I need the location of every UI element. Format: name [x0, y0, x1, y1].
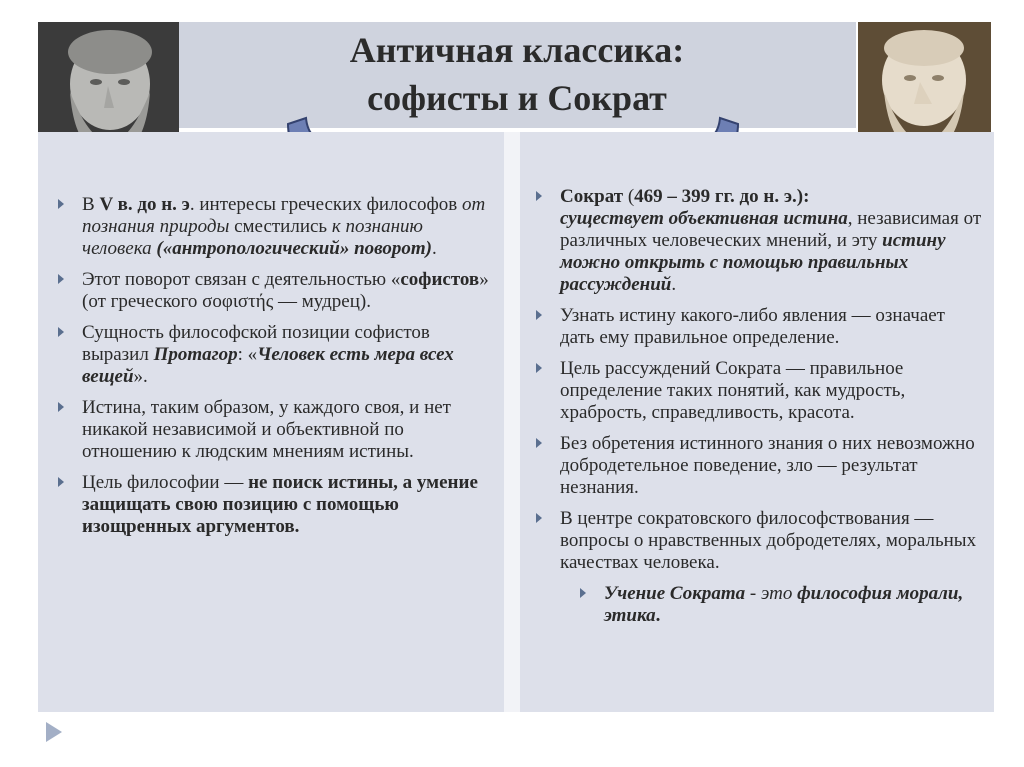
sophists-bullet-list [56, 194, 496, 547]
text-span: не поиск истины, а умение защищать свою позицию с помощью изощренных аргументов. [82, 472, 478, 537]
text-span: V в. до н. э [99, 194, 190, 215]
text-span: В центре сократовского философствования — вопросы о нравственных добродетелях, моральных качествах человека. [560, 508, 977, 573]
text-span: Без обретения истинного знания о них невозможно добродетельное поведение, зло — результат незнания. [560, 433, 975, 498]
text-span: сместились [229, 216, 332, 237]
text-span: ». [133, 366, 148, 387]
text-span: Цель рассуждений Сократа — правильное определение таких понятий, как мудрость, храбрость, справедливость, красота. [560, 358, 906, 423]
bullet-arrow-icon [58, 274, 64, 284]
sophists-bullet-5 [56, 472, 496, 538]
text-span: В [82, 194, 100, 215]
socrates-bullet-1 [534, 186, 984, 296]
text-span: Сократ [560, 186, 624, 207]
bullet-arrow-icon [580, 588, 586, 598]
text-span: истину можно открыть с помощью правильных рассуждений [560, 230, 946, 295]
next-slide-arrow-icon[interactable] [46, 722, 62, 742]
text-span: . [431, 238, 437, 259]
sophists-bullet-1 [56, 194, 496, 260]
socrates-bullet-2 [534, 305, 984, 349]
text-span: софистов [400, 269, 480, 290]
socrates-bullet-5 [534, 508, 984, 574]
text-span: Протагор [153, 344, 238, 365]
text-span: ( [623, 186, 635, 207]
column-divider [504, 132, 520, 712]
text-span: от познания природы [82, 194, 486, 237]
sophists-bullet-2 [56, 269, 496, 313]
text-span: 469 – 399 гг. до н. э. [634, 186, 797, 207]
title-line-2: софисты и Сократ [367, 78, 667, 118]
bullet-arrow-icon [58, 327, 64, 337]
text-span: существует объективная истина [560, 208, 848, 229]
text-span: Этот поворот связан с деятельностью « [82, 269, 401, 290]
socrates-bullet-4 [534, 433, 984, 499]
socrates-bullet-3 [534, 358, 984, 424]
text-span: Узнать истину какого-либо явления — означает дать ему правильное определение. [560, 305, 945, 348]
text-span: . интересы греческих философов [189, 194, 462, 215]
socrates-panel [520, 132, 994, 712]
socrates-sub-bullet [534, 583, 984, 627]
sophists-bullet-4 [56, 397, 496, 463]
sophists-panel [38, 132, 504, 712]
bullet-arrow-icon [536, 438, 542, 448]
slide-title [178, 26, 856, 122]
text-span: : « [237, 344, 258, 365]
bullet-arrow-icon [58, 199, 64, 209]
text-span: . [671, 274, 677, 295]
bullet-arrow-icon [536, 363, 542, 373]
text-span: Учение Сократа [604, 583, 746, 604]
bullet-arrow-icon [536, 191, 542, 201]
bullet-arrow-icon [58, 477, 64, 487]
bullet-arrow-icon [58, 402, 64, 412]
text-span: Человек есть мера всех вещей [82, 344, 454, 387]
text-span: ): [796, 186, 810, 207]
text-span: Истина, таким образом, у каждого своя, и нет никакой независимой и объективной по отношению к людским мнениям истины. [82, 397, 451, 462]
socrates-bullet-list [534, 186, 984, 636]
text-span: Сущность философской позиции софистов выразил [82, 322, 430, 365]
text-span: » (от греческого σοφιστής — мудрец). [82, 269, 489, 312]
sophists-bullet-3 [56, 322, 496, 388]
text-span: , независимая от различных человеческих мнений, и эту [560, 208, 982, 251]
bullet-arrow-icon [536, 310, 542, 320]
text-span: Цель философии — [82, 472, 249, 493]
text-span: к познанию человека [82, 216, 423, 259]
bullet-arrow-icon [536, 513, 542, 523]
text-span: («антропологический» поворот) [156, 238, 432, 259]
text-span: - это [745, 583, 798, 604]
text-span: философия морали, этика [604, 583, 964, 626]
text-span: . [655, 605, 661, 626]
title-line-1: Античная классика: [349, 30, 685, 70]
